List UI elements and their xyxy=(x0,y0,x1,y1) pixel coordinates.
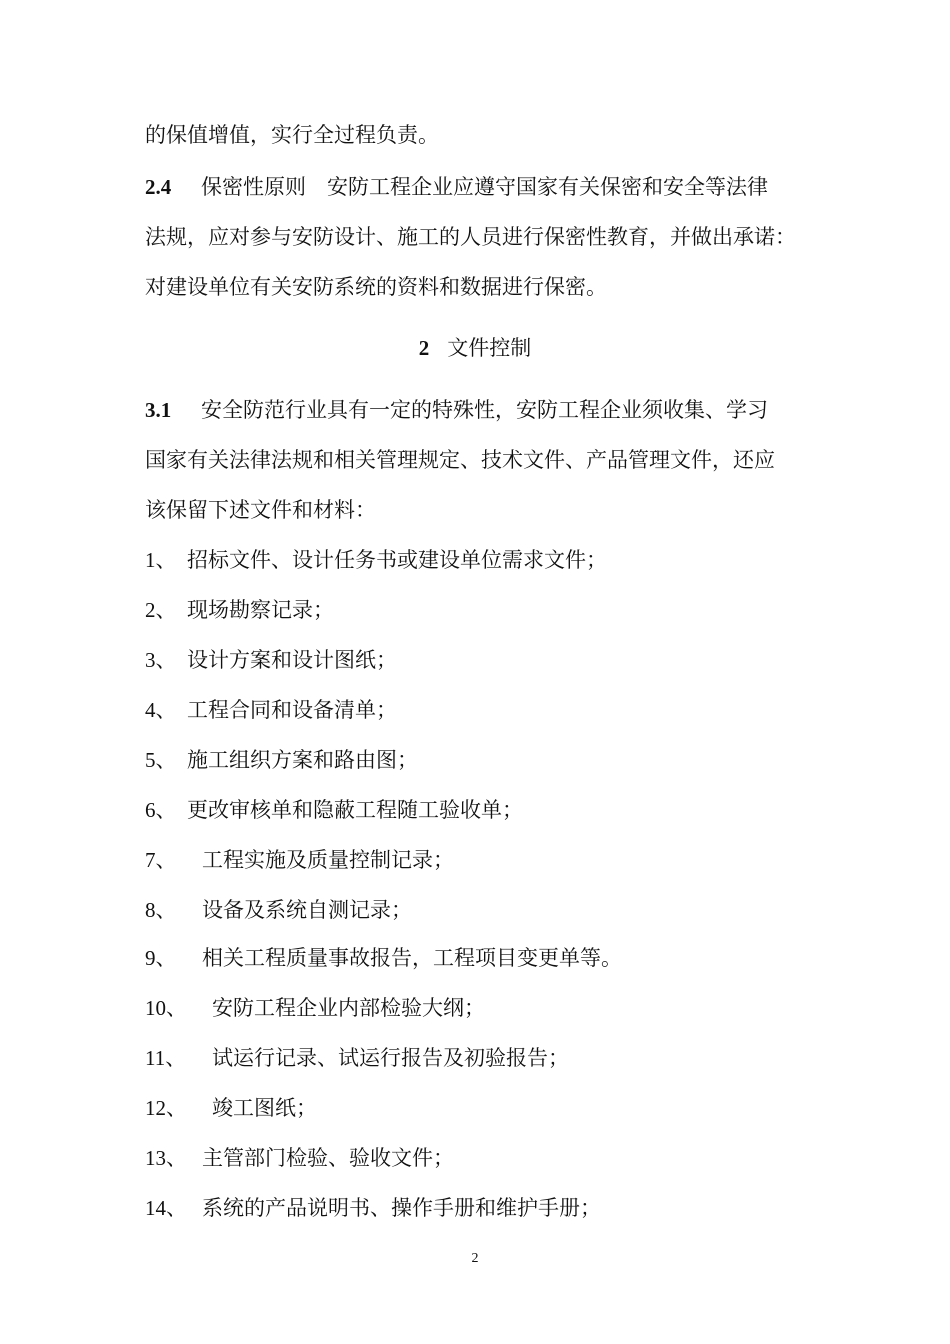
list-item-text: 工程实施及质量控制记录； xyxy=(202,848,454,872)
list-item-number: 12、 xyxy=(145,1096,187,1120)
list-item xyxy=(145,545,607,575)
paragraph-text: 的保值增值，实行全过程负责。 xyxy=(145,123,439,147)
list-item xyxy=(145,1193,601,1223)
list-item-number: 10、 xyxy=(145,996,187,1020)
clause-2-4-line-2 xyxy=(145,222,796,252)
list-item-number: 7、 xyxy=(145,848,177,872)
list-item-text: 主管部门检验、验收文件； xyxy=(202,1146,454,1170)
clause-3-1-line-3 xyxy=(145,495,376,525)
clause-2-4-line-1 xyxy=(145,172,768,202)
list-item-number: 2、 xyxy=(145,598,177,622)
list-item-text: 施工组织方案和路由图； xyxy=(187,748,418,772)
section-title: 文件控制 xyxy=(447,336,532,360)
list-item-number: 3、 xyxy=(145,648,177,672)
clause-text: 对建设单位有关安防系统的资料和数据进行保密。 xyxy=(145,275,607,299)
list-item-text: 招标文件、设计任务书或建设单位需求文件； xyxy=(187,548,607,572)
section-number: 2 xyxy=(418,336,430,360)
section-heading xyxy=(0,333,950,363)
list-item-text: 相关工程质量事故报告，工程项目变更单等。 xyxy=(202,946,622,970)
list-item-number: 8、 xyxy=(145,898,177,922)
list-item-text: 工程合同和设备清单； xyxy=(187,698,397,722)
list-item-text: 安防工程企业内部检验大纲； xyxy=(212,996,485,1020)
list-item xyxy=(145,645,397,675)
list-item xyxy=(145,695,397,725)
list-item xyxy=(145,943,622,973)
list-item-number: 4、 xyxy=(145,698,177,722)
clause-text: 法规，应对参与安防设计、施工的人员进行保密性教育，并做出承诺： xyxy=(145,225,796,249)
list-item xyxy=(145,595,334,625)
clause-number: 2.4 xyxy=(145,175,172,199)
clause-2-4-line-3 xyxy=(145,272,607,302)
list-item-text: 试运行记录、试运行报告及初验报告； xyxy=(212,1046,569,1070)
clause-3-1-line-1 xyxy=(145,395,768,425)
list-item-number: 6、 xyxy=(145,798,177,822)
list-item-text: 设计方案和设计图纸； xyxy=(187,648,397,672)
clause-number: 3.1 xyxy=(145,398,172,422)
clause-3-1-line-2 xyxy=(145,445,775,475)
paragraph-line xyxy=(145,120,439,150)
list-item xyxy=(145,845,454,875)
list-item-number: 13、 xyxy=(145,1146,187,1170)
list-item-text: 设备及系统自测记录； xyxy=(202,898,412,922)
list-item-number: 9、 xyxy=(145,946,177,970)
list-item xyxy=(145,993,485,1023)
list-item xyxy=(145,745,418,775)
list-item xyxy=(145,1143,454,1173)
clause-text: 该保留下述文件和材料： xyxy=(145,498,376,522)
clause-text: 安全防范行业具有一定的特殊性，安防工程企业须收集、学习 xyxy=(201,398,768,422)
list-item xyxy=(145,1093,317,1123)
list-item-text: 更改审核单和隐蔽工程随工验收单； xyxy=(187,798,523,822)
list-item xyxy=(145,795,523,825)
clause-text: 国家有关法律法规和相关管理规定、技术文件、产品管理文件，还应 xyxy=(145,448,775,472)
list-item-number: 1、 xyxy=(145,548,177,572)
list-item-number: 11、 xyxy=(145,1046,187,1070)
clause-text: 保密性原则 安防工程企业应遵守国家有关保密和安全等法律 xyxy=(201,175,768,199)
list-item-text: 系统的产品说明书、操作手册和维护手册； xyxy=(202,1196,601,1220)
list-item xyxy=(145,895,412,925)
page-number: 2 xyxy=(471,1251,479,1266)
list-item xyxy=(145,1043,569,1073)
list-item-text: 现场勘察记录； xyxy=(187,598,334,622)
list-item-number: 5、 xyxy=(145,748,177,772)
list-item-number: 14、 xyxy=(145,1196,187,1220)
list-item-text: 竣工图纸； xyxy=(212,1096,317,1120)
